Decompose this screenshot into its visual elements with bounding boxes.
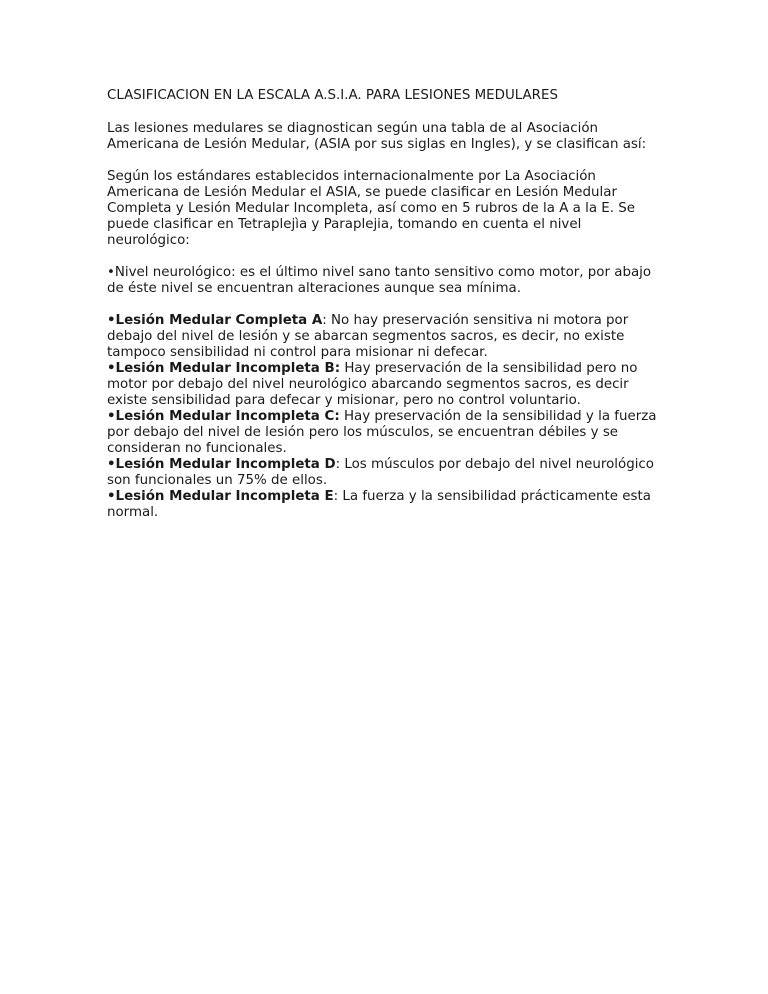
- criteria-item-b: [107, 361, 667, 409]
- criteria-item-a: [107, 313, 667, 361]
- criteria-text: : No hay preservación sensitiva ni motora por debajo del nivel de lesión y se abarcan segmentos sacros, es decir, no existe tampoco sensibilidad ni control para misionar ni defecar.: [107, 313, 629, 360]
- criteria-text: : La fuerza y la sensibilidad prácticamente esta normal.: [107, 489, 651, 520]
- intro-paragraph: Las lesiones medulares se diagnostican según una tabla de al Asociación Americana de Lesión Medular, (ASIA por sus siglas en Ingles), y se clasifican así:: [107, 121, 647, 152]
- asia-criteria-list: [107, 313, 667, 521]
- neuro-level-paragraph: •Nivel neurológico: es el último nivel sano tanto sensitivo como motor, por abajo de éste nivel se encuentran alteraciones aunque sea mínima.: [107, 265, 652, 296]
- criteria-term: •Lesión Medular Incompleta B:: [107, 361, 341, 376]
- criteria-term: •Lesión Medular Incompleta C:: [107, 409, 340, 424]
- document-title: CLASIFICACION EN LA ESCALA A.S.I.A. PARA LESIONES MEDULARES: [107, 88, 558, 103]
- criteria-item-d: [107, 457, 667, 489]
- criteria-term: •Lesión Medular Completa A: [107, 313, 323, 328]
- criteria-text: Hay preservación de la sensibilidad y la fuerza por debajo del nivel de lesión pero los músculos, se encuentran débiles y se consideran no funcionales.: [107, 409, 657, 456]
- document-page: [107, 88, 667, 521]
- criteria-term: •Lesión Medular Incompleta E: [107, 489, 334, 504]
- criteria-text: : Los músculos por debajo del nivel neurológico son funcionales un 75% de ellos.: [107, 457, 654, 488]
- criteria-term: •Lesión Medular Incompleta D: [107, 457, 336, 472]
- criteria-item-e: [107, 489, 667, 521]
- criteria-item-c: [107, 409, 667, 457]
- standards-paragraph: Según los estándares establecidos internacionalmente por La Asociación Americana de Lesión Medular el ASIA, se puede clasificar en Lesión Medular Completa y Lesión Medular Incompleta, así como en 5 rubros de la A a la E. Se puede clasificar en Tetraplejìa y Paraplejia, tomando en cuenta el nivel neurológico:: [107, 169, 636, 248]
- criteria-text: Hay preservación de la sensibilidad pero no motor por debajo del nivel neurológico abarcando segmentos sacros, es decir existe sensibilidad para defecar y misionar, pero no control voluntario.: [107, 361, 638, 408]
